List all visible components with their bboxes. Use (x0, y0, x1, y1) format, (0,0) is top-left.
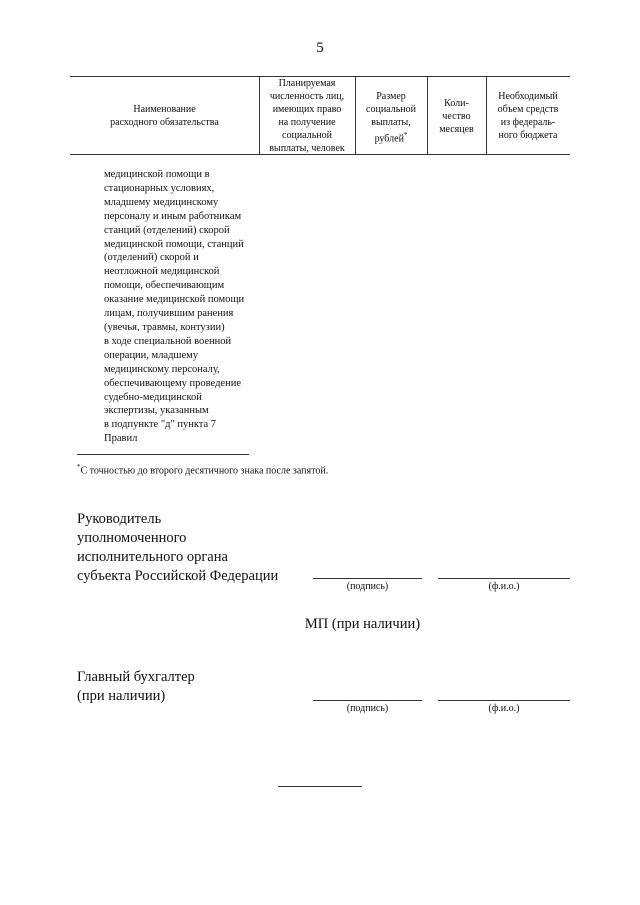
accountant-signature-caption: (подпись) (346, 703, 389, 714)
accountant-name-caption: (ф.и.о.) (488, 703, 520, 714)
stamp-place: МП (при наличии) (304, 616, 421, 632)
head-title: Руководитель уполномоченного исполнительного органа субъекта Российской Федерации (77, 511, 279, 584)
head-name-caption: (ф.и.о.) (488, 581, 520, 592)
header-payment-size: Размер социальной выплаты, рублей* (366, 91, 416, 145)
accountant-signature-line (313, 700, 422, 701)
page-number: 5 (316, 40, 324, 56)
head-signature-caption: (подпись) (346, 581, 389, 592)
footnote: *С точностью до второго десятичного знака после запятой. (77, 463, 329, 477)
header-name: Наименование расходного обязательства (110, 104, 219, 128)
header-planned-count: Планируемая численность лиц, имеющих право на получение социальной выплаты, человек (269, 78, 345, 154)
accountant-title: Главный бухгалтер (при наличии) (77, 669, 195, 704)
head-name-line (438, 578, 570, 579)
footnote-separator (77, 454, 249, 455)
accountant-name-line (438, 700, 570, 701)
footnote-mark: * (77, 463, 81, 471)
expenditure-name-cell: медицинской помощи в стационарных условиях, младшему медицинскому персоналу и иным работникам станций (отделений) скорой медицинской помощи, станций (отделений) скорой и неотложной медицинской помощи, обеспечивающим оказание медицинской помощи лицам, получившим ранения (увечья, травмы, контузии) в ходе специальной военной операции, младшему медицинскому персоналу, обеспечивающему проведение судебно-медицинской экспертизы, указанным в подпункте "д" пункта 7 Правил (104, 169, 245, 445)
end-of-document-rule (278, 786, 362, 787)
header-required-funds: Необходимый объем средств из федераль- ного бюджета (497, 91, 559, 141)
head-signature-line (313, 578, 422, 579)
header-months: Коли- чество месяцев (439, 98, 474, 135)
footnote-mark: * (403, 131, 408, 139)
